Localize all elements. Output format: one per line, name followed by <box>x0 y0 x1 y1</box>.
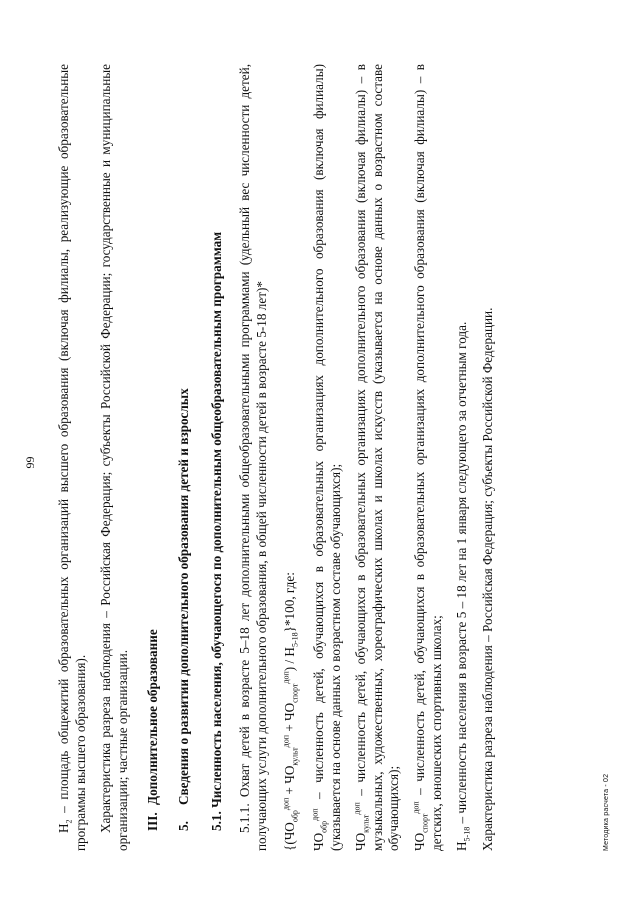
section-5-heading: 5.Сведения о развитии дополнительного образования детей и взрослых <box>175 388 191 831</box>
definition-3: $ЧО_{спорт}^{доп}$ – численность детей, обучающихся в образовательных организациях дополнительного образования (включая филиалы) – в детских, юношеских спортивных школах; <box>411 64 444 851</box>
section-5-1-heading: 5.1. Численность населения, обучающегося по дополнительным общеобразовательным программам <box>208 231 224 831</box>
breakdown-paragraph-1: Характеристика разреза наблюдения – Российская Федерация; субъекты Российской Федерации; государственные и муниципальные организации; частные организации. <box>98 64 130 851</box>
page-number: 99 <box>23 456 37 469</box>
definition-2: $ЧО_{культ}^{доп}$ – численность детей, обучающихся в образовательных организациях дополнительного образования (включая филиалы) – в музыкальных, художественных, хореографических школах и школах искусств (указывается на основе данных о возрастном составе обучающихся); <box>352 64 402 851</box>
page-content <box>56 64 505 851</box>
definition-4: $Н_{5-18}$ – численность населения в возрасте 5 – 18 лет на 1 января следующего за отчетным года. <box>454 321 472 851</box>
item-5-1-1: 5.1.1. Охват детей в возрасте 5–18 лет дополнительными общеобразовательными программами (удельный вес численности детей, получающих услуги дополнительного образования, в общей численности детей в возрасте 5-18 лет)* <box>237 64 269 851</box>
formula: $\{(ЧО_{обр}^{доп} + ЧО_{культ}^{доп} + ЧО_{спорт}^{доп}) / Н_{5-18}\}*100$, где: <box>281 572 300 851</box>
footer-mark: Методика расчета - 02 <box>603 773 611 851</box>
breakdown-paragraph-2: Характеристика разреза наблюдения – Российская Федерация; субъекты Российской Федерации. <box>479 307 495 851</box>
document-page <box>20 40 620 885</box>
section-3-heading: III.Дополнительное образование <box>145 629 161 831</box>
definition-1: $ЧО_{обр}^{доп}$ – численность детей, обучающихся в образовательных организациях дополнительного образования (включая филиалы) (указывается на основе данных о возрастном составе обучающихся); <box>310 64 343 851</box>
h2-definition: $Н_2$ – площадь общежитий образовательных организаций высшего образования (включая филиалы, реализующие образовательные программы высшего образования). <box>56 64 88 851</box>
